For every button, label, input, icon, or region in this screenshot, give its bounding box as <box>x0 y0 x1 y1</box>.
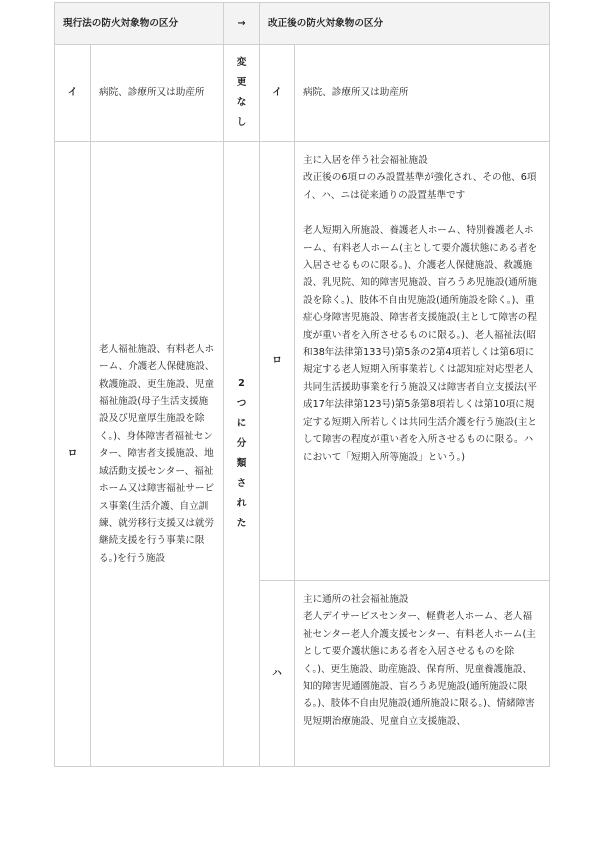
ha-right-heading: 主に通所の社会福祉施設 <box>303 594 409 605</box>
text-ha-right <box>295 581 550 767</box>
ha-right-body: 老人デイサービスセンター、軽費老人ホーム、老人福祉センター老人介護支援センター、有料老人ホーム(主として要介護状態にある者を入居させるものを除く。)、更生施設、助産施設、保育所、児童養護施設、知的障害児通園施設、盲ろうあ児施設(通所施設に限る。)、肢体不自由児施設(通所施設に限る。)、情緒障害児短期治療施設、児童自立支援施設、 <box>303 611 536 727</box>
change-split-char: 分 <box>236 438 247 449</box>
label-i-left: イ <box>55 45 91 142</box>
fire-classification-table <box>54 2 550 767</box>
text-i-left: 病院、診療所又は助産所 <box>91 45 224 142</box>
text-ro-left: 老人福祉施設、有料老人ホーム、介護老人保健施設、救護施設、更生施設、児童福祉施設(母子生活支援施設及び児童厚生施設を除く。)、身体障害者福祉センター、障害者支援施設、地域活動支援センター、福祉ホーム又は障害福祉サービス事業(生活介護、自立訓練、就労移行支援又は就労継続支援を行う事業に限る。)を行う施設 <box>91 142 224 767</box>
change-none-char: 更 <box>236 77 247 88</box>
change-split-char: れ <box>236 498 247 509</box>
change-split-char: さ <box>236 478 247 489</box>
change-none-char: 変 <box>236 57 247 68</box>
header-current: 現行法の防火対象物の区分 <box>55 3 224 45</box>
change-none <box>224 45 260 142</box>
label-i-right: イ <box>260 45 295 142</box>
ro-right-note: 改正後の6項ロのみ設置基準が強化され、その他、6項イ、ハ、ニは従来通りの設置基準です <box>303 172 537 201</box>
change-split-char: 類 <box>236 458 247 469</box>
change-split-char: つ <box>236 398 247 409</box>
header-row <box>55 3 550 45</box>
change-split-char: た <box>236 518 247 529</box>
spacer <box>303 204 541 222</box>
change-none-char: し <box>236 117 247 128</box>
header-arrow: → <box>224 3 260 45</box>
change-split-char: に <box>236 418 247 429</box>
change-split <box>224 142 260 767</box>
change-none-char: な <box>236 97 247 108</box>
label-ha-right: ハ <box>260 581 295 767</box>
row-i <box>55 45 550 142</box>
header-revised: 改正後の防火対象物の区分 <box>260 3 550 45</box>
ro-right-body: 老人短期入所施設、養護老人ホーム、特別養護老人ホーム、有料老人ホーム(主として要介護状態にある者を入居させるものに限る。)、介護老人保健施設、救護施設、乳児院、知的障害児施設、盲ろうあ児施設(通所施設を除く。)、肢体不自由児施設(通所施設を除く。)、重症心身障害児施設、障害者支援施設(主として障害の程度が重い者を入所させるものに限る。)、老人福祉法(昭和38年法律第133号)第5条の2第4項若しくは第6項に規定する老人短期入所事業若しくは認知症対応型老人共同生活援助事業を行う施設又は障害者自立支援法(平成17年法律第123号)第5条第8項若しくは第10項に規定する短期入所若しくは共同生活介護を行う施設(主として障害の程度が重い者を入所させるものに限る。ハにおいて「短期入所等施設」という。) <box>303 225 538 463</box>
label-ro-right: ロ <box>260 142 295 581</box>
row-ro <box>55 142 550 581</box>
label-ro-left: ロ <box>55 142 91 767</box>
text-ro-right <box>295 142 550 581</box>
ro-right-heading: 主に入居を伴う社会福祉施設 <box>303 155 428 166</box>
text-i-right: 病院、診療所又は助産所 <box>295 45 550 142</box>
change-split-char: 2 <box>238 378 245 389</box>
